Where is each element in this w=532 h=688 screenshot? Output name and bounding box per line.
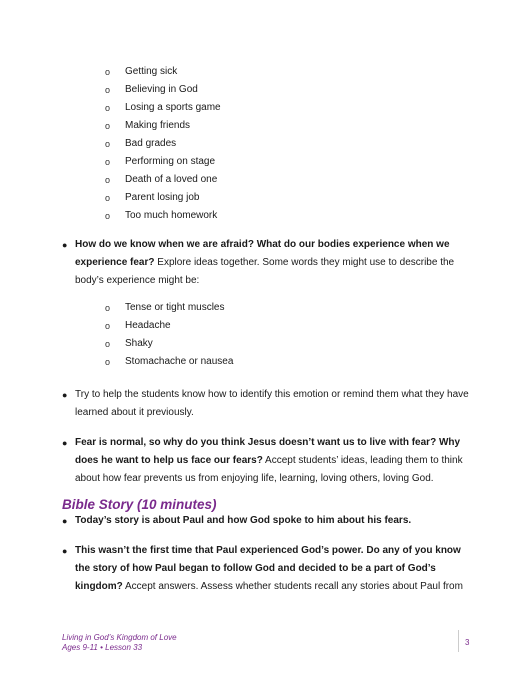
hollow-bullet-icon: o — [105, 211, 111, 221]
hollow-bullet-icon: o — [105, 321, 111, 331]
hollow-bullet-icon: o — [105, 157, 111, 167]
list-item: o Death of a loved one — [105, 174, 218, 185]
footer-title: Living in God’s Kingdom of Love — [62, 633, 177, 642]
discussion-question-bullet: ● Fear is normal, so why do you think Jesus doesn’t want us to live with fear? Why does he want to help us face our fears? Accept students’ ideas, leading them to think about how fear prevents us from enjoying life, learning, loving others, loving God. — [75, 434, 475, 488]
list-item: o Bad grades — [105, 138, 177, 149]
story-intro-bullet: ● Today’s story is about Paul and how God spoke to him about his fears. — [75, 512, 475, 530]
footer-subtitle: Ages 9-11 • Lesson 33 — [62, 643, 143, 652]
hollow-bullet-icon: o — [105, 67, 111, 77]
list-item: o Parent losing job — [105, 192, 200, 203]
bullet-dot-icon: ● — [62, 546, 68, 556]
list-item: o Shaky — [105, 338, 153, 349]
list-item: o Performing on stage — [105, 156, 216, 167]
bullet-dot-icon: ● — [62, 438, 68, 448]
hollow-bullet-icon: o — [105, 121, 111, 131]
hollow-bullet-icon: o — [105, 193, 111, 203]
hollow-bullet-icon: o — [105, 357, 111, 367]
list-item: o Too much homework — [105, 210, 218, 221]
list-item: o Getting sick — [105, 66, 178, 77]
hollow-bullet-icon: o — [105, 339, 111, 349]
hollow-bullet-icon: o — [105, 175, 111, 185]
list-item: o Tense or tight muscles — [105, 302, 225, 313]
list-item: o Believing in God — [105, 84, 198, 95]
bullet-dot-icon: ● — [62, 516, 68, 526]
section-heading: Bible Story (10 minutes) — [62, 497, 217, 512]
instruction-bullet: ● Try to help the students know how to identify this emotion or remind them what they have learned about it previously. — [75, 386, 475, 422]
discussion-question-bullet: ● This wasn’t the first time that Paul experienced God’s power. Do any of you know the story of how Paul began to follow God and decided to be a part of God’s kingdom? Accept answers. Assess whether students recall any stories about Paul from — [75, 542, 475, 596]
page-number: 3 — [465, 638, 470, 647]
bullet-dot-icon: ● — [62, 390, 68, 400]
list-item: o Headache — [105, 320, 171, 331]
hollow-bullet-icon: o — [105, 303, 111, 313]
hollow-bullet-icon: o — [105, 103, 111, 113]
hollow-bullet-icon: o — [105, 139, 111, 149]
list-item: o Stomachache or nausea — [105, 356, 234, 367]
list-item: o Losing a sports game — [105, 102, 221, 113]
list-item: o Making friends — [105, 120, 191, 131]
footer-divider — [458, 630, 459, 652]
discussion-question-bullet: ● How do we know when we are afraid? What do our bodies experience when we experience fear? Explore ideas together. Some words they might use to describe the body’s experience might be: — [75, 236, 475, 290]
hollow-bullet-icon: o — [105, 85, 111, 95]
bullet-dot-icon: ● — [62, 240, 68, 250]
